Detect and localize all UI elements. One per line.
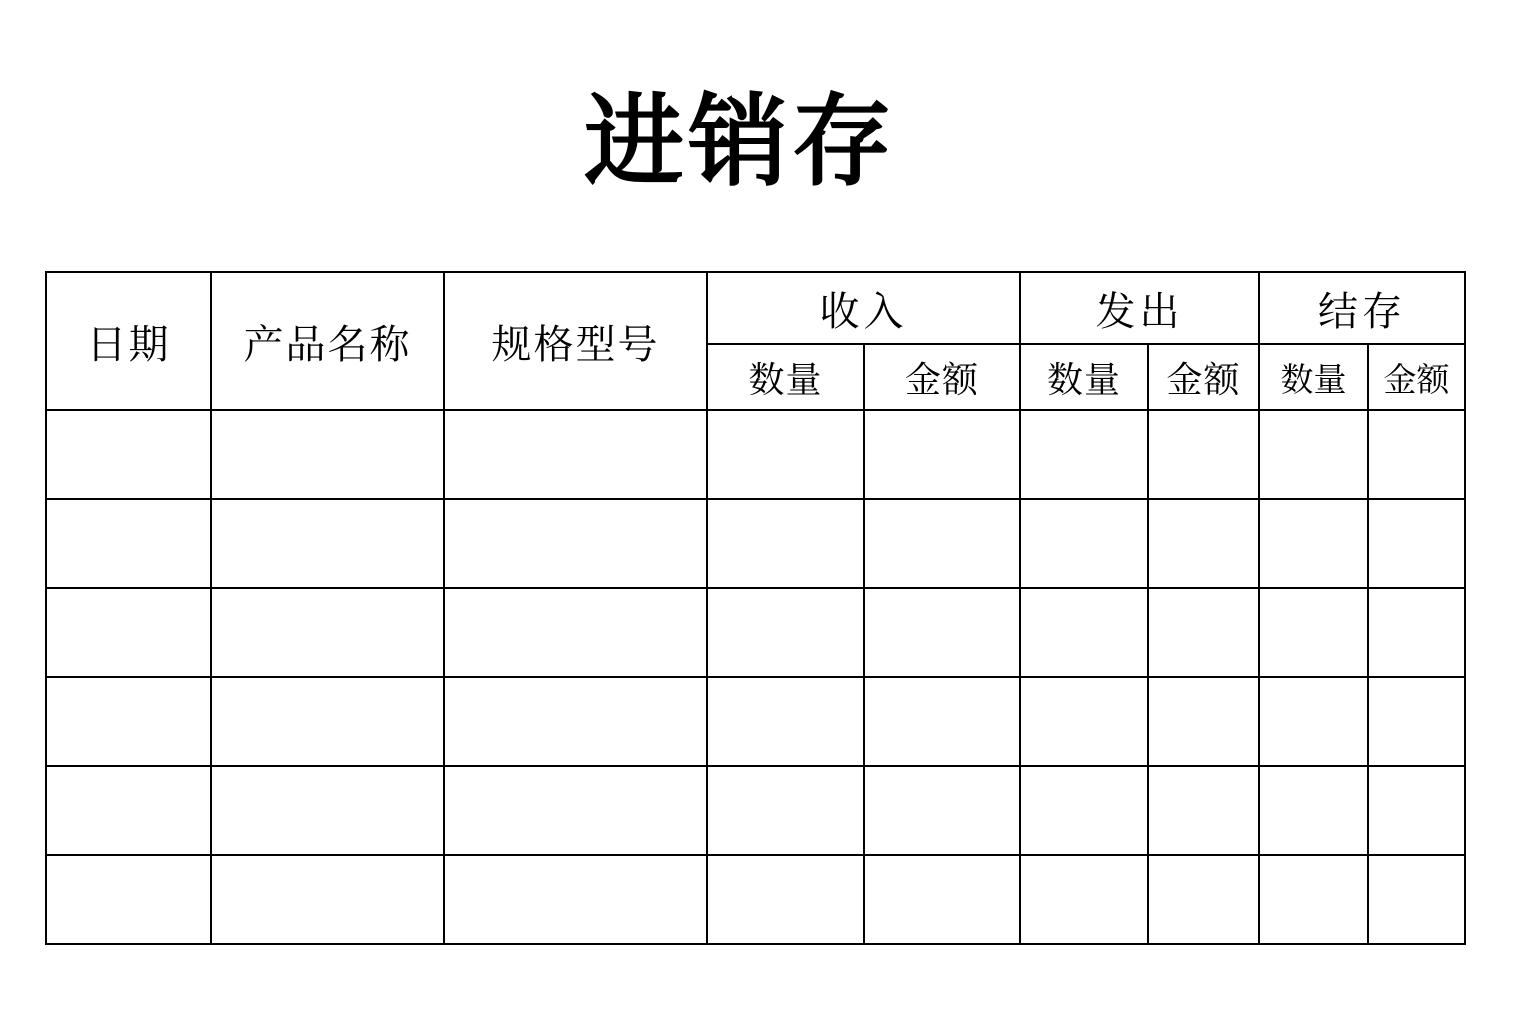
inventory-table bbox=[45, 271, 1466, 945]
table-cell[interactable] bbox=[864, 410, 1020, 499]
table-cell[interactable] bbox=[1148, 677, 1259, 766]
header-balance-amount: 金额 bbox=[1368, 344, 1465, 410]
table-row bbox=[46, 410, 1465, 499]
table-cell[interactable] bbox=[46, 766, 211, 855]
header-spec-model: 规格型号 bbox=[444, 272, 707, 410]
table-cell[interactable] bbox=[1148, 410, 1259, 499]
header-product-name: 产品名称 bbox=[211, 272, 444, 410]
table-cell[interactable] bbox=[864, 499, 1020, 588]
table-cell[interactable] bbox=[1368, 410, 1465, 499]
table-cell[interactable] bbox=[1148, 499, 1259, 588]
table-cell[interactable] bbox=[1368, 677, 1465, 766]
table-cell[interactable] bbox=[1368, 855, 1465, 944]
table-cell[interactable] bbox=[1368, 499, 1465, 588]
table-cell[interactable] bbox=[1259, 588, 1368, 677]
table-cell[interactable] bbox=[46, 677, 211, 766]
table-cell[interactable] bbox=[46, 588, 211, 677]
table-cell[interactable] bbox=[444, 855, 707, 944]
table-cell[interactable] bbox=[1259, 766, 1368, 855]
header-income-quantity: 数量 bbox=[707, 344, 864, 410]
table-cell[interactable] bbox=[707, 499, 864, 588]
table-cell[interactable] bbox=[46, 410, 211, 499]
table-cell[interactable] bbox=[1259, 855, 1368, 944]
table-cell[interactable] bbox=[707, 588, 864, 677]
table-cell[interactable] bbox=[1020, 499, 1148, 588]
table-cell[interactable] bbox=[46, 855, 211, 944]
table-row bbox=[46, 588, 1465, 677]
table-cell[interactable] bbox=[1368, 588, 1465, 677]
header-outgoing: 发出 bbox=[1020, 272, 1259, 344]
table-cell[interactable] bbox=[1148, 855, 1259, 944]
table-cell[interactable] bbox=[444, 677, 707, 766]
table-cell[interactable] bbox=[211, 766, 444, 855]
table-cell[interactable] bbox=[211, 677, 444, 766]
table-cell[interactable] bbox=[1259, 410, 1368, 499]
table-cell[interactable] bbox=[1148, 588, 1259, 677]
table-cell[interactable] bbox=[444, 410, 707, 499]
table-cell[interactable] bbox=[1020, 855, 1148, 944]
table-cell[interactable] bbox=[1259, 677, 1368, 766]
table-cell[interactable] bbox=[1259, 499, 1368, 588]
header-row-top bbox=[46, 272, 1465, 344]
header-balance-quantity: 数量 bbox=[1259, 344, 1368, 410]
table-cell[interactable] bbox=[1368, 766, 1465, 855]
table-cell[interactable] bbox=[707, 766, 864, 855]
table-cell[interactable] bbox=[444, 499, 707, 588]
table-cell[interactable] bbox=[211, 588, 444, 677]
header-outgoing-quantity: 数量 bbox=[1020, 344, 1148, 410]
table-cell[interactable] bbox=[864, 855, 1020, 944]
table-cell[interactable] bbox=[211, 499, 444, 588]
header-date: 日期 bbox=[46, 272, 211, 410]
table-cell[interactable] bbox=[444, 588, 707, 677]
table-cell[interactable] bbox=[1020, 677, 1148, 766]
page-title: 进销存 bbox=[584, 83, 896, 200]
header-outgoing-amount: 金额 bbox=[1148, 344, 1259, 410]
table-cell[interactable] bbox=[46, 499, 211, 588]
table-cell[interactable] bbox=[1020, 588, 1148, 677]
header-income: 收入 bbox=[707, 272, 1020, 344]
table-row bbox=[46, 766, 1465, 855]
table-cell[interactable] bbox=[864, 766, 1020, 855]
table-row bbox=[46, 677, 1465, 766]
table-cell[interactable] bbox=[444, 766, 707, 855]
table-cell[interactable] bbox=[707, 855, 864, 944]
table-cell[interactable] bbox=[864, 677, 1020, 766]
header-income-amount: 金额 bbox=[864, 344, 1020, 410]
table-cell[interactable] bbox=[1020, 410, 1148, 499]
table-cell[interactable] bbox=[211, 855, 444, 944]
header-balance: 结存 bbox=[1259, 272, 1465, 344]
table-cell[interactable] bbox=[1148, 766, 1259, 855]
table-cell[interactable] bbox=[211, 410, 444, 499]
table-cell[interactable] bbox=[707, 410, 864, 499]
table-row bbox=[46, 855, 1465, 944]
table-cell[interactable] bbox=[707, 677, 864, 766]
table-cell[interactable] bbox=[864, 588, 1020, 677]
table-cell[interactable] bbox=[1020, 766, 1148, 855]
table-row bbox=[46, 499, 1465, 588]
